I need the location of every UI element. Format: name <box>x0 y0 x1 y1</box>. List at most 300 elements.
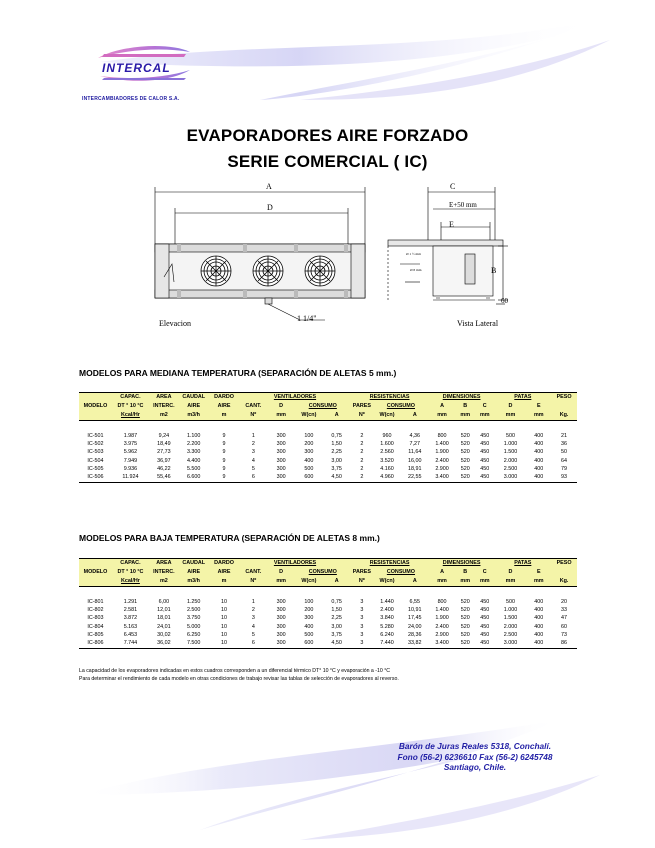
table-cell: 50 <box>561 449 568 456</box>
table-cell: 100 <box>304 599 314 605</box>
col-unit: mm <box>495 577 527 587</box>
table-cell: 520 <box>460 457 470 464</box>
low-temp-title: MODELOS PARA BAJA TEMPERATURA (SEPARACIÓN DE ALETAS 8 mm.) <box>79 533 380 543</box>
col-unit: mm <box>455 577 475 587</box>
table-cell: 5 <box>251 465 255 472</box>
table-cell: 2.500 <box>503 631 518 638</box>
col-sub: INTERC. <box>149 568 179 577</box>
table-cell: 3.400 <box>429 639 456 649</box>
table-row <box>79 465 577 473</box>
table-cell: 3 <box>360 599 364 605</box>
table-cell: 520 <box>460 465 470 472</box>
table-cell: 10 <box>221 623 228 630</box>
table-cell: 500 <box>304 465 314 472</box>
table-cell: 0,75 <box>331 433 342 439</box>
table-cell: 400 <box>304 623 314 630</box>
dim-label-d: D <box>267 203 273 212</box>
table-cell: 520 <box>460 631 470 638</box>
table-cell: 1.000 <box>503 607 518 614</box>
table-cell: 2.400 <box>435 623 449 630</box>
table-cell: 3,75 <box>331 465 342 472</box>
table-cell: 400 <box>534 623 544 630</box>
table-cell: 9 <box>222 449 226 456</box>
table-cell: 400 <box>534 433 544 439</box>
table-cell: 300 <box>304 615 314 622</box>
table-cell: 6 <box>239 473 267 483</box>
table-cell: 2.900 <box>435 465 449 472</box>
col-group: DARDO <box>209 559 240 569</box>
table-cell: 3 <box>251 449 255 456</box>
table-cell: 7.744 <box>112 639 149 649</box>
dim-label-b: B <box>491 266 497 275</box>
table-cell: 1.100 <box>186 433 201 439</box>
table-row <box>79 631 577 639</box>
table-cell: 6,00 <box>158 599 170 605</box>
table-cell: 450 <box>480 465 490 472</box>
table-row <box>79 639 577 649</box>
footer-address <box>355 741 595 773</box>
footer-line-1: Barón de Juras Reales 5318, Conchalí. <box>398 741 552 751</box>
table-cell: 27,73 <box>157 449 171 456</box>
col-sub: B <box>455 568 475 577</box>
table-cell: 2 <box>360 449 364 456</box>
table-cell: 300 <box>267 473 295 483</box>
table-cell: 2 <box>251 441 255 448</box>
table-cell: 1.000 <box>503 441 518 448</box>
table-cell: 3.872 <box>123 615 138 622</box>
table-row <box>79 614 577 622</box>
col-unit: mm <box>526 577 551 587</box>
table-cell: 4,50 <box>323 639 351 649</box>
table-cell: IC-805 <box>87 631 104 638</box>
table-cell: 18,01 <box>157 615 171 622</box>
fan-icon <box>305 256 335 286</box>
table-cell: 36,97 <box>157 457 171 464</box>
col-sub: DT ° 10 °C <box>112 568 149 577</box>
col-group: CAPAC. <box>112 393 149 403</box>
note-line-1: La capacidad de los evaporadores indicadas en estos cuadros corresponden a un diferencial térmico DT° 10 °C y evaporación a -10 °C <box>79 668 391 674</box>
col-unit: Kg. <box>551 411 577 421</box>
table-cell: 6,55 <box>409 599 421 605</box>
table-cell: 2,25 <box>331 449 342 456</box>
table-cell: 7,27 <box>409 441 421 448</box>
table-cell: 10 <box>221 615 228 622</box>
col-unit: mm <box>475 411 495 421</box>
table-cell: 450 <box>480 615 490 622</box>
col-unit: Nº <box>351 577 374 587</box>
table-cell: 400 <box>534 607 544 614</box>
col-sub: CONSUMO <box>373 568 429 577</box>
table-cell: 2 <box>251 607 255 614</box>
col-sub: E <box>526 568 551 577</box>
col-unit: mm <box>526 411 551 421</box>
table-cell: 3.000 <box>495 639 527 649</box>
table-cell: 1.500 <box>503 449 518 456</box>
col-group: CAUDAL <box>179 559 209 569</box>
note-line-2: Para determinar el rendimiento de cada modelo en otras condiciones de trabajo revisar las tablas de selección de evaporadores al reverso. <box>79 676 399 682</box>
footer-swoosh-graphic <box>0 700 655 848</box>
table-cell: 3.000 <box>495 473 527 483</box>
table-cell: 9 <box>222 433 226 439</box>
table-cell: 300 <box>276 599 286 605</box>
table-cell: 3 <box>360 623 364 630</box>
table-cell: 1.500 <box>503 615 518 622</box>
dim-label-c: C <box>450 182 456 191</box>
table-cell: 9,24 <box>158 433 170 439</box>
footer-line-3: Santiago, Chile. <box>443 762 507 772</box>
logo-subtitle: INTERCAMBIADORES DE CALOR S.A. <box>82 96 180 102</box>
side-view-label: Vista Lateral <box>457 319 499 328</box>
table-cell: 600 <box>295 639 323 649</box>
table-cell: IC-803 <box>87 615 104 622</box>
table-cell: 64 <box>561 457 568 464</box>
col-unit: m2 <box>149 577 179 587</box>
table-cell: 2 <box>360 441 364 448</box>
medium-temp-title: MODELOS PARA MEDIANA TEMPERATURA (SEPARACIÓN DE ALETAS 5 mm.) <box>79 368 397 378</box>
table-cell: 3,00 <box>331 623 342 630</box>
col-group: RESISTENCIAS <box>351 559 429 569</box>
table-cell: 400 <box>534 465 544 472</box>
table-cell: 520 <box>460 449 470 456</box>
table-cell: 300 <box>276 457 286 464</box>
table-cell: 500 <box>505 433 515 439</box>
table-cell: 3,75 <box>331 631 342 638</box>
table-cell: 10 <box>221 631 228 638</box>
col-group: VENTILADORES <box>239 559 350 569</box>
col-unit: W(cn) <box>295 577 323 587</box>
fan-icon <box>201 256 231 286</box>
low-temp-table <box>79 558 577 649</box>
col-unit: Nº <box>239 411 267 421</box>
col-unit: W(cn) <box>373 411 401 421</box>
table-cell: 5 <box>251 631 255 638</box>
table-cell: 960 <box>382 433 392 439</box>
table-cell: 200 <box>304 441 314 448</box>
table-cell: 17,45 <box>408 615 422 622</box>
col-sub: CANT. <box>239 402 267 411</box>
table-cell: 450 <box>480 449 490 456</box>
table-cell: 300 <box>267 639 295 649</box>
table-cell: IC-502 <box>87 441 104 448</box>
table-cell: 2 <box>360 433 364 439</box>
table-cell: 400 <box>526 473 551 483</box>
table-cell: 4,36 <box>409 433 421 439</box>
col-group: DIMENSIONES <box>429 393 495 403</box>
table-cell: 400 <box>526 639 551 649</box>
table-cell: 18,91 <box>408 465 422 472</box>
table-cell: 3 <box>360 607 364 614</box>
table-cell: 2.400 <box>435 457 449 464</box>
table-cell: 5.280 <box>380 623 394 630</box>
table-cell: 9.936 <box>123 465 138 472</box>
page-subtitle: SERIE COMERCIAL ( IC) <box>227 152 428 171</box>
table-cell: 450 <box>480 433 490 439</box>
table-cell: 1.400 <box>435 607 449 614</box>
col-unit: Nº <box>351 411 374 421</box>
table-cell: 300 <box>304 449 314 456</box>
table-cell: 1.900 <box>435 449 449 456</box>
table-cell: 4.160 <box>380 465 394 472</box>
table-cell: 36 <box>561 441 568 448</box>
table-cell: 600 <box>295 473 323 483</box>
table-cell: 300 <box>276 441 286 448</box>
table-cell: 4 <box>251 457 255 464</box>
table-cell: 5.163 <box>123 623 138 630</box>
col-group: CAUDAL <box>179 393 209 403</box>
table-cell: 500 <box>505 599 515 605</box>
table-cell: 12,01 <box>157 607 171 614</box>
table-cell: 450 <box>475 639 495 649</box>
table-cell: 520 <box>455 639 475 649</box>
table-cell: IC-506 <box>79 473 112 483</box>
table-cell: IC-503 <box>87 449 104 456</box>
col-sub: B <box>455 402 475 411</box>
table-cell: 47 <box>561 615 568 622</box>
table-cell: 1.291 <box>123 599 138 605</box>
col-unit: m3/h <box>179 411 209 421</box>
table-cell: 300 <box>276 465 286 472</box>
table-row <box>79 598 577 606</box>
elevation-label: Elevacion <box>159 319 191 328</box>
table-cell: 6.453 <box>123 631 138 638</box>
table-cell: 86 <box>551 639 577 649</box>
col-unit: mm <box>429 577 456 587</box>
col-sub: A <box>429 402 456 411</box>
table-cell: 22,55 <box>401 473 429 483</box>
table-cell: 450 <box>475 473 495 483</box>
table-row <box>79 448 577 456</box>
dim-label-60: 60 <box>501 297 508 305</box>
table-cell: 400 <box>534 631 544 638</box>
table-cell: 2,25 <box>331 615 342 622</box>
col-group: AREA <box>149 393 179 403</box>
table-cell: 24,01 <box>157 623 171 630</box>
table-cell: 4,50 <box>323 473 351 483</box>
table-cell: 3.400 <box>429 473 456 483</box>
table-cell: 73 <box>561 631 568 638</box>
table-row <box>79 623 577 631</box>
col-sub: AIRE <box>209 568 240 577</box>
table-cell: IC-802 <box>87 607 104 614</box>
col-sub: DT ° 10 °C <box>112 402 149 411</box>
footer-line-2: Fono (56-2) 6236610 Fax (56-2) 6245748 <box>397 751 553 762</box>
col-unit: mm <box>429 411 456 421</box>
table-cell: 2 <box>360 465 364 472</box>
table-cell: 11.924 <box>112 473 149 483</box>
table-cell: 10 <box>221 599 228 605</box>
side-small-label-2: Ø 8 mm <box>410 268 422 272</box>
col-unit: Nº <box>239 577 267 587</box>
table-row <box>79 440 577 448</box>
table-cell: 1 <box>251 599 255 605</box>
table-cell: 1,50 <box>331 607 342 614</box>
table-cell: 6 <box>239 639 267 649</box>
col-group: RESISTENCIAS <box>351 393 429 403</box>
table-cell: 11,64 <box>408 449 422 456</box>
col-sub: AIRE <box>179 402 209 411</box>
col-group: DARDO <box>209 393 240 403</box>
col-sub: INTERC. <box>149 402 179 411</box>
table-cell: 1.900 <box>435 615 449 622</box>
table-cell: 7.500 <box>179 639 209 649</box>
col-sub: CANT. <box>239 568 267 577</box>
table-cell: 1,50 <box>331 441 342 448</box>
table-cell: 3.750 <box>186 615 201 622</box>
col-unit: W(cn) <box>295 411 323 421</box>
table-cell: 3 <box>351 639 374 649</box>
table-cell: 1.400 <box>435 441 449 448</box>
table-cell: 6.250 <box>186 631 201 638</box>
col-group: CAPAC. <box>112 559 149 569</box>
col-sub: AIRE <box>179 568 209 577</box>
table-cell: IC-501 <box>87 433 104 439</box>
col-unit: A <box>323 411 351 421</box>
table-cell: 2.000 <box>503 623 518 630</box>
col-unit: m <box>209 411 240 421</box>
table-cell: 3.975 <box>123 441 138 448</box>
table-cell: 10 <box>209 639 240 649</box>
table-cell: 0,75 <box>331 599 342 605</box>
col-unit: mm <box>455 411 475 421</box>
col-unit: W(cn) <box>373 577 401 587</box>
table-cell: 2.000 <box>503 457 518 464</box>
table-cell: 520 <box>460 623 470 630</box>
table-cell: IC-806 <box>79 639 112 649</box>
col-sub: CONSUMO <box>373 402 429 411</box>
col-unit: mm <box>495 411 527 421</box>
header-swoosh-graphic <box>0 0 655 120</box>
dim-label-e: E <box>449 220 454 229</box>
col-unit: Kcal/Hr <box>112 411 149 421</box>
table-row <box>79 432 577 440</box>
table-cell: 4.960 <box>373 473 401 483</box>
table-cell: 2 <box>351 473 374 483</box>
table-cell: 60 <box>561 623 568 630</box>
table-cell: 450 <box>480 631 490 638</box>
col-unit: A <box>401 411 429 421</box>
table-cell: 450 <box>480 441 490 448</box>
table-cell: 1.250 <box>186 599 201 605</box>
col-sub: D <box>267 568 295 577</box>
table-cell: 520 <box>455 473 475 483</box>
table-cell: 9 <box>209 473 240 483</box>
table-cell: 800 <box>437 599 447 605</box>
table-cell: 520 <box>460 607 470 614</box>
table-cell: 3 <box>360 631 364 638</box>
table-cell: 5.962 <box>123 449 138 456</box>
table-cell: 450 <box>480 457 490 464</box>
table-cell: 21 <box>561 433 568 439</box>
table-cell: 400 <box>534 449 544 456</box>
table-cell: 30,02 <box>157 631 171 638</box>
table-cell: 24,00 <box>408 623 422 630</box>
table-cell: 4.400 <box>186 457 201 464</box>
table-cell: 28,36 <box>408 631 422 638</box>
col-sub: AIRE <box>209 402 240 411</box>
col-group: VENTILADORES <box>239 393 350 403</box>
col-sub: D <box>495 568 527 577</box>
table-cell: 6.240 <box>380 631 394 638</box>
table-cell: 2.900 <box>435 631 449 638</box>
col-sub: D <box>267 402 295 411</box>
table-cell: 2.560 <box>380 449 394 456</box>
pipe-label: 1 1/4" <box>297 314 317 323</box>
table-cell: 520 <box>460 599 470 605</box>
col-sub: C <box>475 402 495 411</box>
table-cell: 20 <box>561 599 568 605</box>
table-cell: IC-504 <box>87 457 104 464</box>
table-cell: 3.840 <box>380 615 394 622</box>
col-group: AREA <box>149 559 179 569</box>
table-cell: 1.987 <box>123 433 138 439</box>
table-cell: 300 <box>276 615 286 622</box>
table-cell: IC-801 <box>87 599 104 605</box>
col-sub: CONSUMO <box>295 568 351 577</box>
table-cell: 5.000 <box>186 623 201 630</box>
col-unit: Kcal/Hr <box>112 577 149 587</box>
table-cell: 450 <box>480 623 490 630</box>
col-sub: PARES <box>351 402 374 411</box>
col-group: PATAS <box>495 393 552 403</box>
col-sub: CONSUMO <box>295 402 351 411</box>
table-cell: 9 <box>222 457 226 464</box>
table-cell: 100 <box>304 433 314 439</box>
table-cell: 1.440 <box>380 599 394 605</box>
table-row <box>79 473 577 483</box>
col-sub: MODELO <box>79 568 112 577</box>
table-cell: 3.520 <box>380 457 394 464</box>
table-cell: 3,00 <box>331 457 342 464</box>
table-cell: 9 <box>222 441 226 448</box>
table-cell: 9 <box>222 465 226 472</box>
table-cell: 7.949 <box>123 457 138 464</box>
col-group: PATAS <box>495 559 552 569</box>
table-cell: 93 <box>551 473 577 483</box>
table-cell: 2.500 <box>186 607 201 614</box>
col-sub: PARES <box>351 568 374 577</box>
table-cell: 5.500 <box>186 465 201 472</box>
table-row <box>79 606 577 614</box>
table-cell: 400 <box>304 457 314 464</box>
medium-temp-table <box>79 392 577 483</box>
col-sub: E <box>526 402 551 411</box>
col-sub: A <box>429 568 456 577</box>
col-unit: A <box>323 577 351 587</box>
side-body <box>433 246 493 296</box>
table-cell: 10,91 <box>408 607 422 614</box>
table-cell: 800 <box>437 433 447 439</box>
col-sub: MODELO <box>79 402 112 411</box>
table-cell: 3.300 <box>186 449 201 456</box>
table-cell: 3 <box>251 615 255 622</box>
table-cell: 300 <box>276 449 286 456</box>
col-unit: m <box>209 577 240 587</box>
table-row <box>79 457 577 465</box>
table-cell: 3 <box>360 615 364 622</box>
table-cell: 1 <box>251 433 255 439</box>
table-cell: 2.200 <box>186 441 201 448</box>
table-cell: 6.600 <box>179 473 209 483</box>
table-cell: 400 <box>534 615 544 622</box>
table-cell: 46,22 <box>157 465 171 472</box>
table-cell: 2 <box>360 457 364 464</box>
table-cell: 33,82 <box>401 639 429 649</box>
col-unit: m2 <box>149 411 179 421</box>
col-unit: Kg. <box>551 577 577 587</box>
col-unit: A <box>401 577 429 587</box>
table-cell: 16,00 <box>408 457 422 464</box>
table-cell: IC-804 <box>87 623 104 630</box>
